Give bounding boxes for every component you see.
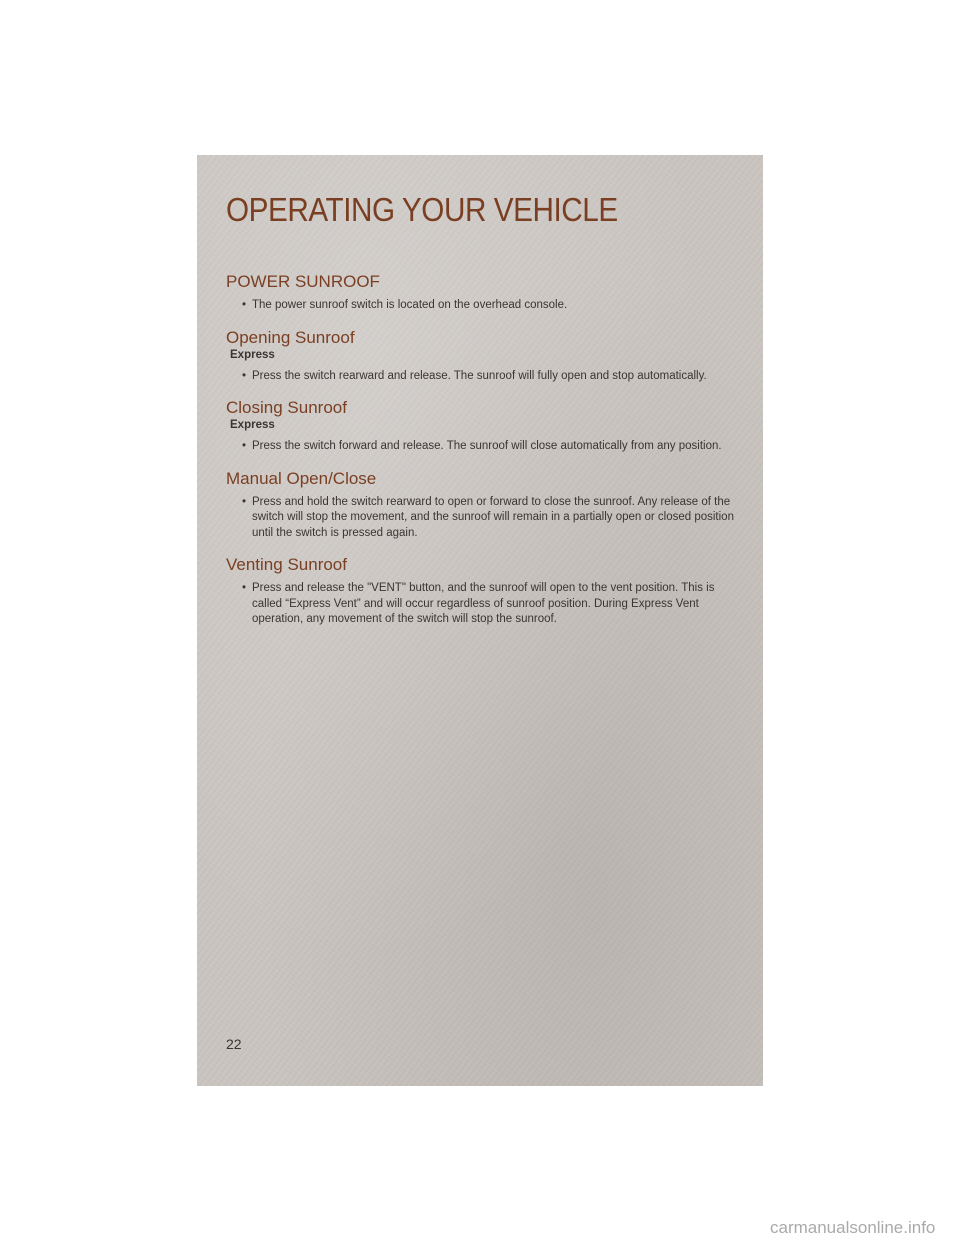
bullet-item: • Press and release the "VENT" button, and the sunroof will open to the vent position. This is called “Express Vent” and will occur regardless of sunroof position. During Express Vent operation, any movement of the switch will stop the sunroof. bbox=[226, 581, 746, 628]
section-opening-sunroof bbox=[226, 328, 746, 385]
page-content bbox=[226, 272, 746, 628]
chapter-title: OPERATING YOUR VEHICLE bbox=[226, 191, 618, 228]
bullet-list bbox=[226, 298, 746, 314]
section-title: POWER SUNROOF bbox=[226, 272, 380, 291]
bullet-item: • Press and hold the switch rearward to open or forward to close the sunroof. Any release of the switch will stop the movement, and the sunroof will remain in a partially open or closed position until the switch is pressed again. bbox=[226, 495, 746, 542]
section-subtitle: Express bbox=[230, 419, 275, 431]
section-power-sunroof bbox=[226, 272, 746, 314]
section-manual-open-close bbox=[226, 469, 746, 542]
bullet-item: • Press the switch rearward and release. The sunroof will fully open and stop automatically. bbox=[226, 369, 746, 385]
bullet-list bbox=[226, 369, 746, 385]
section-title: Opening Sunroof bbox=[226, 327, 355, 347]
bullet-item: • Press the switch forward and release. The sunroof will close automatically from any position. bbox=[226, 439, 746, 455]
bullet-item: • The power sunroof switch is located on the overhead console. bbox=[226, 298, 746, 314]
bullet-list bbox=[226, 581, 746, 628]
section-title: Venting Sunroof bbox=[226, 555, 347, 574]
section-venting-sunroof bbox=[226, 555, 746, 628]
section-closing-sunroof bbox=[226, 398, 746, 455]
bullet-list bbox=[226, 495, 746, 542]
section-title: Closing Sunroof bbox=[226, 398, 347, 417]
watermark: carmanualsonline.info bbox=[770, 1218, 936, 1237]
bullet-list bbox=[226, 439, 746, 455]
page-number: 22 bbox=[226, 1036, 242, 1052]
manual-page bbox=[197, 155, 763, 1086]
section-subtitle: Express bbox=[230, 348, 275, 361]
section-title: Manual Open/Close bbox=[226, 468, 377, 488]
